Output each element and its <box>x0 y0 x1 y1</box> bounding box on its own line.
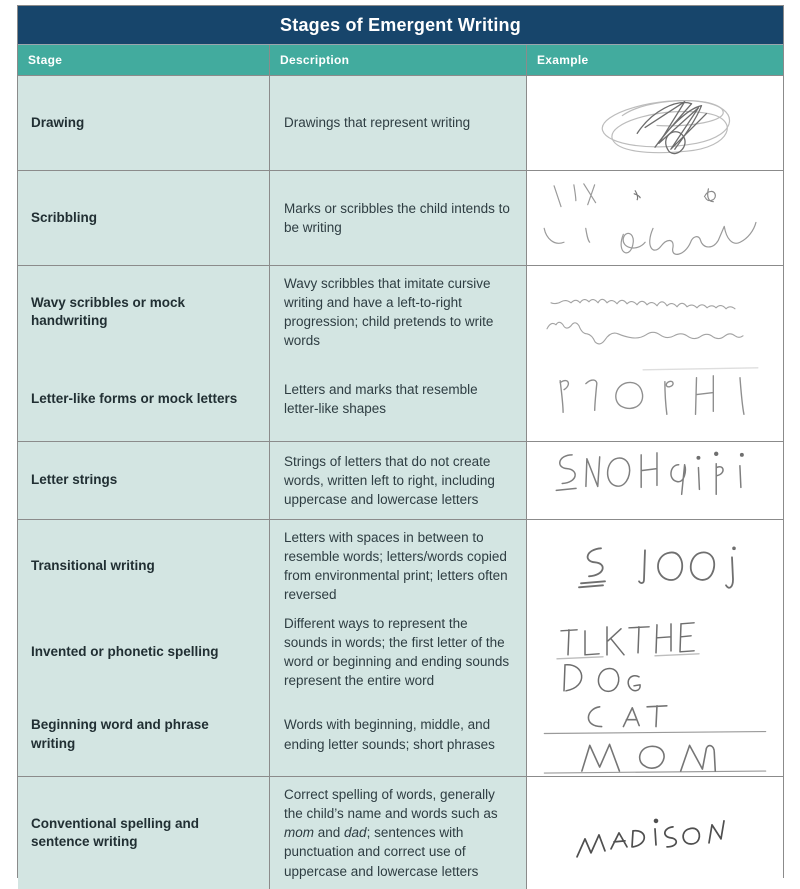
description-text: and <box>314 825 345 841</box>
description-text: ; sentences with punctuation and correct use of uppercase and lowercase letters <box>284 825 479 879</box>
emergent-writing-table <box>17 5 784 878</box>
description-cell: Letters and marks that resemble letter-like shapes <box>270 357 527 442</box>
column-header-stage: Stage <box>18 45 270 76</box>
transitional-writing-sample-image <box>527 520 783 613</box>
stage-cell: Scribbling <box>18 171 270 266</box>
stage-cell: Letter-like forms or mock letters <box>18 357 270 442</box>
example-cell <box>527 171 783 266</box>
description-text: Correct spelling of words, generally the child’s name and words such as <box>284 787 498 822</box>
table-row <box>18 777 783 877</box>
description-italic-word: dad <box>344 825 367 841</box>
table-row <box>18 520 783 606</box>
stage-cell: Beginning word and phrase writing <box>18 693 270 777</box>
description-cell: Letters with spaces in between to resemble words; letters/words copied from environmental print; letters often reversed <box>270 520 527 614</box>
stage-cell: Wavy scribbles or mock handwriting <box>18 266 270 360</box>
word-writing-sample-image <box>527 693 783 776</box>
wavy-scribbles-sample-image <box>527 266 783 359</box>
table-row <box>18 606 783 693</box>
stage-cell: Transitional writing <box>18 520 270 614</box>
letter-like-forms-sample-image <box>527 357 783 441</box>
stage-cell: Invented or phonetic spelling <box>18 606 270 700</box>
drawing-scribble-sample-image <box>527 76 783 170</box>
letter-string-sample-image <box>527 442 783 519</box>
table-row <box>18 693 783 777</box>
table-row <box>18 76 783 171</box>
name-writing-sample-image <box>527 777 783 889</box>
column-header-description: Description <box>270 45 527 76</box>
table-row <box>18 442 783 520</box>
description-cell: Drawings that represent writing <box>270 76 527 171</box>
example-cell <box>527 442 783 520</box>
description-cell: Words with beginning, middle, and ending letter sounds; short phrases <box>270 693 527 777</box>
scribbling-sample-image <box>527 171 783 265</box>
example-cell <box>527 266 783 360</box>
description-italic-word: mom <box>284 825 314 841</box>
description-cell: Marks or scribbles the child intends to be writing <box>270 171 527 266</box>
column-header-example: Example <box>527 45 783 76</box>
example-cell <box>527 520 783 614</box>
example-cell <box>527 777 783 889</box>
description-cell <box>270 777 527 889</box>
table-row <box>18 266 783 357</box>
description-cell: Different ways to represent the sounds in words; the first letter of the word or beginning and ending sounds represent the entire word <box>270 606 527 700</box>
example-cell <box>527 693 783 777</box>
stage-cell: Conventional spelling and sentence writing <box>18 777 270 889</box>
description-cell: Wavy scribbles that imitate cursive writing and have a left-to-right progression; child pretends to write words <box>270 266 527 360</box>
description-cell: Strings of letters that do not create words, written left to right, including uppercase and lowercase letters <box>270 442 527 520</box>
table-title: Stages of Emergent Writing <box>18 6 783 45</box>
table-header-row <box>18 45 783 76</box>
stage-cell: Letter strings <box>18 442 270 520</box>
table-row <box>18 357 783 442</box>
example-cell <box>527 76 783 171</box>
stage-cell: Drawing <box>18 76 270 171</box>
phonetic-spelling-sample-image <box>527 606 783 699</box>
table-row <box>18 171 783 266</box>
example-cell <box>527 357 783 442</box>
example-cell <box>527 606 783 700</box>
